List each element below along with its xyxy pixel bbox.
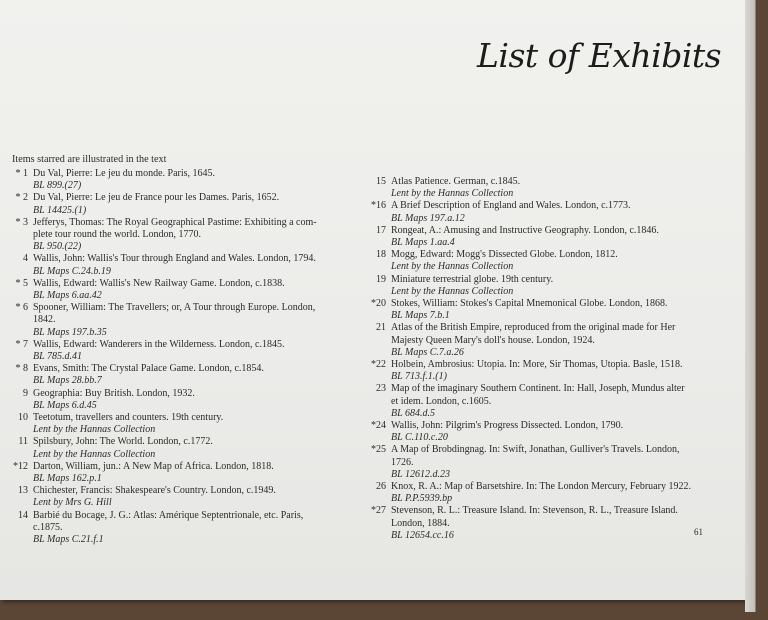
exhibit-number: * 1 [15, 168, 28, 179]
exhibit-description-line: Barbié du Bocage, J. G.: Atlas: Amérique Septentrionale, etc. Paris, [33, 509, 304, 521]
exhibit-entry [364, 225, 739, 249]
exhibit-number: 21 [376, 322, 386, 334]
exhibit-body [33, 253, 360, 277]
page-number: 61 [694, 527, 703, 537]
exhibit-entry [0, 339, 360, 363]
exhibit-shelfmark: BL 12612.d.23 [391, 468, 450, 480]
exhibit-description-line: Evans, Smith: The Crystal Palace Game. London, c.1854. [33, 363, 264, 375]
exhibit-body [391, 200, 739, 224]
exhibit-description-line: Wallis, Edward: Wallis's New Railway Game. London, c.1838. [33, 277, 285, 289]
exhibit-body [33, 412, 360, 436]
exhibit-number: 14 [18, 509, 28, 521]
exhibit-description-line: Stevenson, R. L.: Treasure Island. In: Stevenson, R. L., Treasure Island. [391, 505, 678, 517]
exhibit-number: 18 [376, 249, 386, 261]
exhibit-description-line: Du Val, Pierre: Le jeu de France pour les Dames. Paris, 1652. [33, 192, 280, 204]
exhibit-description-line: A Brief Description of England and Wales. London, c.1773. [391, 200, 631, 212]
exhibit-entry [0, 485, 360, 509]
exhibit-description-line: Miniature terrestrial globe. 19th century. [391, 273, 554, 285]
exhibit-description-line: Atlas Patience. German, c.1845. [391, 176, 521, 187]
exhibit-shelfmark: BL 14425.(1) [33, 204, 87, 216]
exhibit-description-line: Teetotum, travellers and counters. 19th century. [33, 412, 224, 424]
exhibit-number: * 3 [15, 216, 28, 228]
exhibit-shelfmark: BL 899.(27) [33, 180, 82, 192]
page-edge [745, 0, 756, 612]
exhibit-description-line: Du Val, Pierre: Le jeu du monde. Paris, 1645. [33, 168, 216, 179]
exhibit-body [33, 278, 360, 302]
exhibit-body [391, 322, 739, 359]
exhibit-entry [364, 420, 739, 444]
exhibit-entry [0, 510, 360, 547]
exhibit-number: 9 [23, 387, 28, 399]
exhibit-description-line: Mogg, Edward: Mogg's Dissected Globe. London, 1812. [391, 249, 618, 261]
exhibit-number: *24 [371, 420, 386, 432]
exhibit-shelfmark: BL Maps 6.aa.42 [33, 290, 102, 302]
exhibit-shelfmark: BL 12654.cc.16 [391, 529, 454, 541]
exhibit-body [33, 461, 360, 485]
exhibit-number: * 7 [15, 338, 28, 350]
exhibit-number: *16 [371, 200, 386, 212]
exhibit-description-line: Holbein, Ambrosius: Utopia. In: More, Sir Thomas, Utopia. Basle, 1518. [391, 359, 683, 371]
exhibit-body [391, 505, 739, 542]
exhibit-entry [0, 388, 360, 412]
exhibit-body [391, 225, 739, 249]
exhibit-description-line: Wallis, Edward: Wanderers in the Wilderness. London, c.1845. [33, 338, 285, 350]
exhibit-number: 17 [376, 224, 386, 236]
exhibit-entry [0, 253, 360, 277]
exhibit-shelfmark: Lent by the Hannas Collection [33, 448, 156, 460]
exhibit-entry [364, 322, 739, 359]
exhibit-body [33, 363, 360, 387]
exhibit-body [391, 359, 739, 383]
exhibit-entry [364, 481, 739, 505]
exhibit-description-line: Majesty Queen Mary's doll's house. London, 1924. [391, 334, 595, 346]
exhibit-shelfmark: BL Maps 1.aa.4 [391, 237, 455, 249]
exhibit-body [33, 168, 360, 192]
exhibit-shelfmark: Lent by the Hannas Collection [33, 424, 156, 436]
exhibit-body [391, 383, 739, 420]
exhibit-body [391, 444, 739, 481]
exhibit-body [33, 388, 360, 412]
exhibit-shelfmark: BL Maps 7.b.1 [391, 310, 450, 322]
exhibit-description-line: Rongeat, A.: Amusing and Instructive Geography. London, c.1846. [391, 224, 659, 236]
exhibit-description-line: Darton, William, jun.: A New Map of Africa. London, 1818. [33, 460, 274, 472]
exhibit-shelfmark: BL Maps C.7.a.26 [391, 346, 464, 358]
exhibit-entry [364, 383, 739, 420]
exhibit-shelfmark: BL 785.d.41 [33, 351, 82, 363]
exhibit-shelfmark: BL Maps C.21.f.1 [33, 534, 104, 546]
exhibit-number: 13 [18, 485, 28, 497]
exhibit-body [33, 339, 360, 363]
exhibit-number: *25 [371, 444, 386, 456]
exhibit-body [33, 485, 360, 509]
exhibit-entry [364, 249, 739, 273]
exhibit-number: 4 [23, 253, 28, 265]
exhibit-number: * 6 [15, 302, 28, 314]
exhibit-entry [0, 436, 360, 460]
exhibit-number: *22 [371, 359, 386, 371]
exhibit-body [391, 176, 739, 200]
exhibit-entry [0, 302, 360, 339]
exhibit-shelfmark: BL Maps 28.bb.7 [33, 375, 102, 387]
exhibit-shelfmark: BL 713.f.1.(1) [391, 371, 447, 383]
exhibit-shelfmark: Lent by the Hannas Collection [391, 261, 514, 273]
exhibit-description-line: Spooner, William: The Travellers; or, A Tour through Europe. London, [33, 302, 316, 314]
exhibit-body [391, 249, 739, 273]
exhibit-entry [0, 363, 360, 387]
exhibit-body [391, 298, 739, 322]
exhibit-number: 11 [18, 436, 28, 448]
exhibit-description-line: Map of the imaginary Southern Continent. In: Hall, Joseph, Mundus alter [391, 383, 685, 395]
exhibit-entry [0, 412, 360, 436]
exhibit-description-line: Jefferys, Thomas: The Royal Geographical Pastime: Exhibiting a com- [33, 216, 317, 228]
exhibit-entry [0, 278, 360, 302]
exhibit-list-left [0, 168, 360, 546]
exhibit-entry [0, 217, 360, 254]
exhibit-description-line: 1842. [33, 314, 56, 326]
exhibit-shelfmark: BL Maps 6.d.45 [33, 399, 97, 411]
exhibit-entry [364, 359, 739, 383]
exhibit-entry [364, 200, 739, 224]
exhibit-shelfmark: Lent by Mrs G. Hill [33, 497, 112, 509]
intro-note: Items starred are illustrated in the text [12, 154, 167, 165]
exhibit-description-line: 1726. [391, 456, 414, 468]
exhibit-body [33, 302, 360, 339]
exhibit-number: 26 [376, 481, 386, 493]
exhibit-number: 15 [376, 176, 386, 187]
exhibit-shelfmark: BL Maps 162.p.1 [33, 473, 102, 485]
exhibit-number: * 5 [15, 277, 28, 289]
exhibit-body [33, 510, 360, 547]
exhibit-entry [364, 176, 739, 200]
exhibit-body [33, 192, 360, 216]
exhibit-body [391, 420, 739, 444]
exhibit-description-line: London, 1884. [391, 517, 450, 529]
exhibit-description-line: Geographia: Buy British. London, 1932. [33, 387, 195, 399]
exhibit-description-line: Knox, R. A.: Map of Barsetshire. In: The London Mercury, February 1922. [391, 481, 691, 493]
exhibit-number: 19 [376, 273, 386, 285]
exhibit-body [33, 217, 360, 254]
exhibit-number: 23 [376, 383, 386, 395]
exhibit-description-line: Atlas of the British Empire, reproduced from the original made for Her [391, 322, 676, 334]
exhibit-body [33, 436, 360, 460]
exhibit-entry [0, 192, 360, 216]
exhibit-shelfmark: BL 950.(22) [33, 241, 82, 253]
exhibit-body [391, 481, 739, 505]
exhibit-description-line: Wallis, John: Pilgrim's Progress Dissected. London, 1790. [391, 420, 624, 432]
exhibit-shelfmark: BL P.P.5939.bp [391, 493, 453, 505]
page-title: List of Exhibits [477, 36, 722, 75]
exhibit-description-line: et idem. London, c.1605. [391, 395, 492, 407]
exhibit-shelfmark: BL Maps 197.a.12 [391, 212, 465, 224]
exhibit-description-line: c.1875. [33, 521, 63, 533]
exhibit-description-line: plete tour round the world. London, 1770. [33, 229, 202, 241]
exhibit-shelfmark: Lent by the Hannas Collection [391, 285, 514, 297]
exhibit-number: *12 [13, 460, 28, 472]
exhibit-description-line: Chichester, Francis: Shakespeare's Country. London, c.1949. [33, 485, 276, 497]
exhibit-entry [364, 505, 739, 542]
exhibit-shelfmark: BL Maps C.24.b.19 [33, 265, 111, 277]
exhibit-entry [0, 461, 360, 485]
exhibit-description-line: Wallis, John: Wallis's Tour through England and Wales. London, 1794. [33, 253, 316, 265]
exhibit-shelfmark: BL 684.d.5 [391, 407, 435, 419]
exhibit-number: *27 [371, 505, 386, 517]
exhibit-shelfmark: Lent by the Hannas Collection [391, 188, 514, 200]
exhibit-number: *20 [371, 298, 386, 310]
exhibit-entry [364, 274, 739, 298]
exhibit-entry [364, 298, 739, 322]
exhibit-shelfmark: BL Maps 197.b.35 [33, 326, 107, 338]
exhibit-number: * 2 [15, 192, 28, 204]
exhibit-number: 10 [18, 412, 28, 424]
exhibit-body [391, 274, 739, 298]
exhibit-entry [0, 168, 360, 192]
exhibit-list-right [364, 176, 739, 542]
exhibit-description-line: A Map of Brobdingnag. In: Swift, Jonathan, Gulliver's Travels. London, [391, 444, 680, 456]
exhibit-description-line: Spilsbury, John: The World. London, c.1772. [33, 436, 213, 448]
exhibit-description-line: Stokes, William: Stokes's Capital Mnemonical Globe. London, 1868. [391, 298, 668, 310]
exhibit-number: * 8 [15, 363, 28, 375]
exhibit-entry [364, 444, 739, 481]
exhibit-shelfmark: BL C.110.c.20 [391, 432, 448, 444]
